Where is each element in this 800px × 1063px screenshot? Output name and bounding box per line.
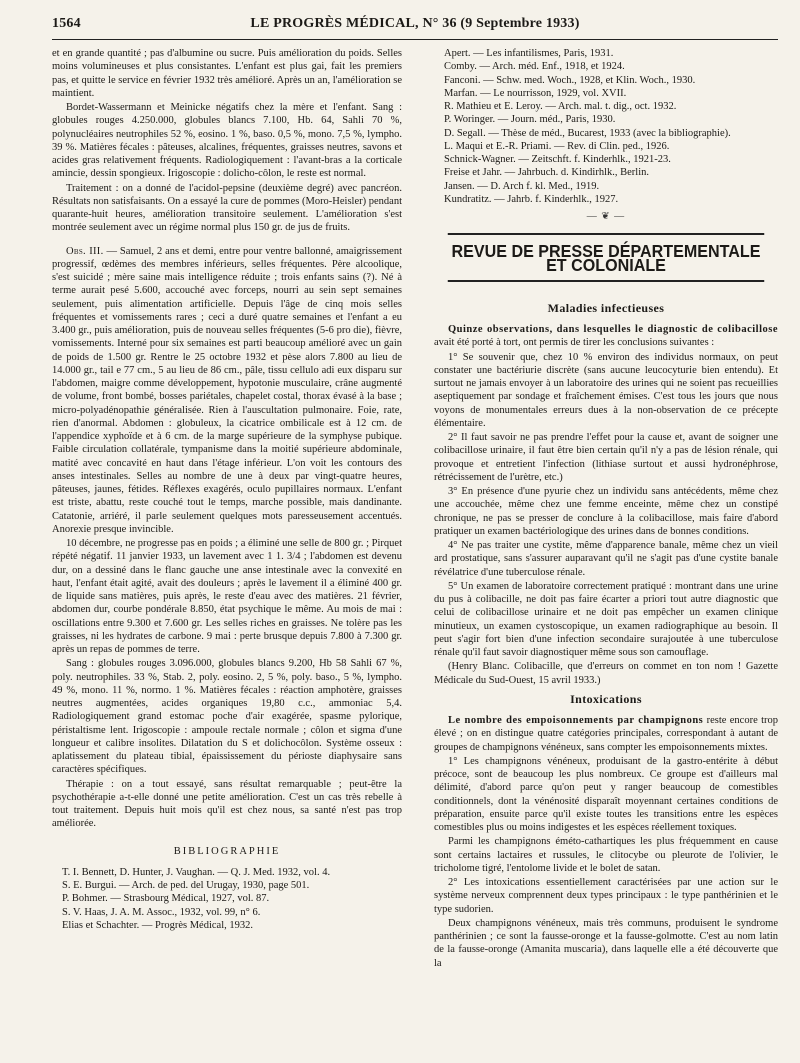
bibliography-entry: P. Bohmer. — Strasbourg Médical, 1927, vol. 87. xyxy=(62,893,270,905)
bibliography-entry: Elias et Schachter. — Progrès Médical, 1932. xyxy=(62,919,253,931)
bibliography-entry: L. Maqui et E.-R. Priami. — Rev. di Clin. ped., 1926. xyxy=(444,140,670,152)
numbered-item: 1° Se souvenir que, chez 10 % environ des individus normaux, on peut constater une bactériurie discrète (sans aucune leucocyturie bien entendu). Et surtout ne jamais envoyer à un laboratoire des urines qui ne soient pas recueillies aseptiquement par sondage et fraîchement émises. C'est tous les jours que nous voyons de monumentales erreurs dues à la non-observation de ce précepte élémentaire. xyxy=(434,351,778,429)
paragraph: Deux champignons vénéneux, mais très communs, produisent le syndrome panthérinien ; ce sont la fausse-oronge et la fausse-golmotte. C'est au nom latin de la fausse-oronge (Amanita muscaria), dans laquelle elle a été découverte que la xyxy=(434,917,778,969)
lead-text: avait été porté à tort, ont permis de tirer les conclusions suivantes : xyxy=(434,337,715,349)
section-heading-infectious: Maladies infectieuses xyxy=(547,300,665,315)
source-citation: (Henry Blanc. Colibacille, que d'erreurs on commet en ton nom ! Gazette Médicale du Sud-Ouest, 15 avril 1933.) xyxy=(434,661,778,686)
bibliography-entry: P. Woringer. — Journ. méd., Paris, 1930. xyxy=(444,114,616,126)
observation-label: Obs. III. xyxy=(66,245,104,257)
numbered-item: 2° Il faut savoir ne pas prendre l'effet pour la cause et, avant de soigner une colibacillose urinaire, il faut être bien certain qu'il n'y a pas de lésion rénale, qui provoque et entretient l'infection (lithiase surtout et aussi hydronéphrose, rétrécissement de l'urètre, etc.) xyxy=(434,432,778,483)
lead-text: reste encore trop élevé ; on en distingue quatre catégories principales, correspondant à autant de groupes de champignons vénéneux, sans compter les empoisonnements mixtes. xyxy=(434,715,778,753)
bibliography-heading: BIBLIOGRAPHIE xyxy=(173,845,281,857)
right-column xyxy=(428,47,778,1057)
numbered-item: 2° Les intoxications essentiellement caractérisées par une action sur le système nerveux comprennent deux types principaux : le type panthérinien et le type sudorien. xyxy=(434,877,778,915)
bibliography-entry: Fanconi. — Schw. med. Woch., 1928, et Klin. Woch., 1930. xyxy=(444,74,696,86)
numbered-item: 1° Les champignons vénéneux, produisant de la gastro-entérite à début précoce, sont de beaucoup les plus nombreux. Ce groupe est d'ailleurs mal délimité, d'abord parce qu'on peut y ranger beaucoup de comestibles conditionnels, dont la vénénosité disparaît moyennant certaines conditions de préparation, ensuite parce qu'il existe toutes les transitions entre les espèces comestibles plus ou moins indigestes et les espèces réellement toxiques. xyxy=(434,755,778,833)
paragraph: Bordet-Wassermann et Meinicke négatifs chez la mère et l'enfant. Sang : globules rouges 4.250.000, globules blancs 7.100, Hb. 64, Sahli 70 %, polynucléaires neutrophiles 52 %, eosino. 1 %, baso. 0,5 %, mono. 7,5 %, lympho. 39 %. Matières fécales : pâteuses, alcalines, fréquentes, graisses neutres, savons et acides gras relativement fréquents. Radiologiquement : l'avant-bras a la corticale amincie, dessin spongieux. Irigoscopie : dolicho-côlon, le reste est normal. xyxy=(52,102,402,180)
paragraph: Traitement : on a donné de l'acidol-pepsine (deuxième degré) avec pancréon. Résultats non satisfaisants. On a essayé la cure de pommes (Moro-Heisler) pendant quarante-huit heures, amélioration transitoire seulement. L'amélioration s'est montrée seulement avec un régime normal plus 150 gr. de jus de fruits. xyxy=(52,182,402,234)
section-heading-intoxications: Intoxications xyxy=(570,691,642,706)
bibliography-entry: T. I. Bennett, D. Hunter, J. Vaughan. — Q. J. Med. 1932, vol. 4. xyxy=(62,866,331,878)
bibliography-entry: Apert. — Les infantilismes, Paris, 1931. xyxy=(444,48,614,59)
paragraph: Thérapie : on a tout essayé, sans résultat remarquable ; peut-être la psychothérapie a-t-elle donné une petite amélioration. C'est un cas très rebelle à tout traitement. Depuis huit mois qu'il est chez nous, sa santé n'est pas trop améliorée. xyxy=(52,778,402,830)
paragraph: Sang : globules rouges 3.096.000, globules blancs 9.200, Hb 58 Sahli 67 %, poly. neutrophiles. 33 %, Stab. 2, poly. eosino. 2, 5 %, poly. baso., 5 %, lympho. 49 %, mono. 11 %, normo. 1 %. Matières fécales : réaction amphotère, graisses neutres augmentées, acides organiques 19,80 c.c., ammoniac 5,4. Radiologiquement grand estomac poche d'air exagérée, spasme pylorique, péristaltisme lent. Irigoscopie : ampoule rectale normale ; côlon et sigma d'une longueur et calibre insolites. Dilatation du S et dolichocôlon. Système osseux : aplatissement du plateau tibial, épaississement du périoste diaphysaire sans caractères spécifiques. xyxy=(52,658,402,776)
page-number: 1564 xyxy=(52,16,81,31)
lead-words: Quinze observations, dans lesquelles le diagnostic de colibacillose xyxy=(448,324,778,335)
numbered-item: 5° Un examen de laboratoire correctement pratiqué : montrant dans une urine du pus à colibacille, ne doit pas faire écarter a priori tout autre diagnostic que celui de colibacillose urinaire et ne doit pas empêcher un examen clinique minutieux, un examen cystoscopique, un examen radiographique au besoin. Il peut s'agir fort bien d'une infection secondaire surajoutée à une tuberculose rénale qu'il faut savoir diagnostiquer même sous son camouflage. xyxy=(434,580,778,658)
observation-text: — Samuel, 2 ans et demi, entre pour ventre ballonné, amaigrissement progressif, œdèmes des membres inférieurs, selles fréquentes. Père alcoolique, s'est suicidé ; mère saine mais intelligence réduite ; trois enfants sains (?). Né à terme aurait pesé 5.600, accouché avec forceps, nourri au sein sept semaines seulement, puis alimentation artificielle. Depuis l'âge de cinq mois selles fréquentes et vomissements rares ; ceci a duré quatre semaines et l'enfant a eu 3.400 gr., puis amélioration, puis de nouveau selles fréquentes (5-6 pro die), fièvre, vomissements. Interné pour six semaines est parti beaucoup amélioré avec un gain de poids de 1.500 gr. Rentre le 25 octobre 1932 et pèse alors 7.800 au lieu de 14.000 gr., tail e 77 cm., 5 au lieu de 86 cm., pâle, tissu cellulo adi eux disparu sur l'abdomen, maigre comme développement, hypotonie musculaire, crâne augmenté de volume, front bombé, bosses pariétales, chapelet costal, thorax évasé à la base ; micro-polyadénopathie généralisée. Rien à l'auscultation pulmonaire. Foie, rate, rien d'anormal. Abdomen : globuleux, la cicatrice ombilicale est à 12 cm. de l'appendice xyphoïde et à 6 cm. de la marge supérieure de la symphyse pubique. Faible circulation collatérale, tympanisme dans la moitié supérieure abdominale, matité avec concavité en haut dans l'étage inférieur. L'on voit les contours des anses intestinales. Selles au nombre de une à deux par vingt-quatre heures, pâteuses, jaunes, fétides. Réflexes exagérés, oculo pupillaires normaux. L'enfant est triste, abattu, reste couché tout le temps, marche possible, mais dandinante. Catatonie, arriéré, il parle seulement quelques mots paresseusement accentués. Anorexie presque invincible. xyxy=(52,245,402,535)
lead-paragraph xyxy=(434,323,778,350)
bibliography-entry: Comby. — Arch. méd. Enf., 1918, et 1924. xyxy=(444,61,625,73)
page-header xyxy=(52,16,778,40)
left-column xyxy=(52,47,402,1057)
bibliography-entry: D. Segall. — Thèse de méd., Bucarest, 1933 (avec la bibliographie). xyxy=(444,127,731,139)
observation-paragraph xyxy=(52,245,402,537)
two-column-body xyxy=(52,47,778,1057)
revue-section-title: REVUE DE PRESSE DÉPARTEMENTALE ET COLONIALE xyxy=(448,233,764,282)
bibliography-entry: S. E. Burgui. — Arch. de ped. del Urugay, 1930, page 501. xyxy=(62,880,310,891)
numbered-item: 3° En présence d'une pyurie chez un individu sans antécédents, même chez une accouchée, même chez une femme enceinte, même chez un constipé chronique, ne pas se presser de conclure à la colibacillose, mais faire d'abord pratiquer un examen bactériologique des urines dans de bonnes conditions. xyxy=(434,486,778,537)
bibliography-entry: S. V. Haas, J. A. M. Assoc., 1932, vol. 99, n° 6. xyxy=(62,906,261,918)
numbered-item: 4° Ne pas traiter une cystite, même d'apparence banale, même chez un vieil ard prostatique, sans s'assurer auparavant qu'il ne s'agit pas d'une cystite banale révélatrice d'une tuberculose rénale. xyxy=(434,540,778,578)
paragraph: et en grande quantité ; pas d'albumine ou sucre. Puis amélioration du poids. Selles moins volumineuses et plus consistantes. L'enfant est plus gai, fait les premiers pas, et quitte le service en février 1932 très amélioré. Après un an, l'amélioration se maintient. xyxy=(52,48,402,99)
bibliography-entry: Freise et Jahr. — Jahrbuch. d. Kindirhlk., Berlin. xyxy=(444,167,650,179)
running-title: LE PROGRÈS MÉDICAL, N° 36 (9 Septembre 1933) xyxy=(250,16,580,31)
paragraph: 10 décembre, ne progresse pas en poids ; a éliminé une selle de 800 gr. ; Pirquet répété négatif. 11 janvier 1933, un lavement avec 1 1. 3/4 ; l'abdomen est devenu dur, on a dessiné dans le flanc gauche une anse intestinale avec la convexité en haut, l'enfant était agité, avait des douleurs ; après le lavement il a éliminé 400 gr. de liquide sans matières, puis après, le reste d'eau avec des matières. 21 février, abdomen dur, courbe pondérale 8.850, état psychique le même. Au mois de mai : oscillations entre 9.300 et 7.600 gr. Les selles riches en graisses. Ne tolère pas les graisses, ni les hydrates de carbone. 9 mai : perte brusque depuis 7.800 à 7.300 gr. après un repas de pommes de terre. xyxy=(52,538,402,655)
bibliography-entry: Kundratitz. — Jahrb. f. Kinderhlk., 1927. xyxy=(444,193,619,205)
bibliography-entry: Jansen. — D. Arch f. kl. Med., 1919. xyxy=(444,180,600,192)
bibliography-entry: Marfan. — Le nourrisson, 1929, vol. XVII. xyxy=(444,87,627,99)
bibliography-entry: R. Mathieu et E. Leroy. — Arch. mal. t. dig., oct. 1932. xyxy=(444,101,677,112)
section-ornament: — ❦ — xyxy=(586,211,626,222)
paragraph: Parmi les champignons éméto-cathartiques les plus fréquemment en cause sont certains lactaires et russules, le clitocybe ou pleurote de l'olivier, le tricholome tigré, l'entolome livide et le bolet de satan. xyxy=(434,836,778,874)
lead-paragraph xyxy=(434,714,778,754)
lead-words: Le nombre des empoisonnements par champignons xyxy=(448,715,704,726)
bibliography-entry: Schnick-Wagner. — Zeitschft. f. Kinderhlk., 1921-23. xyxy=(444,154,671,165)
